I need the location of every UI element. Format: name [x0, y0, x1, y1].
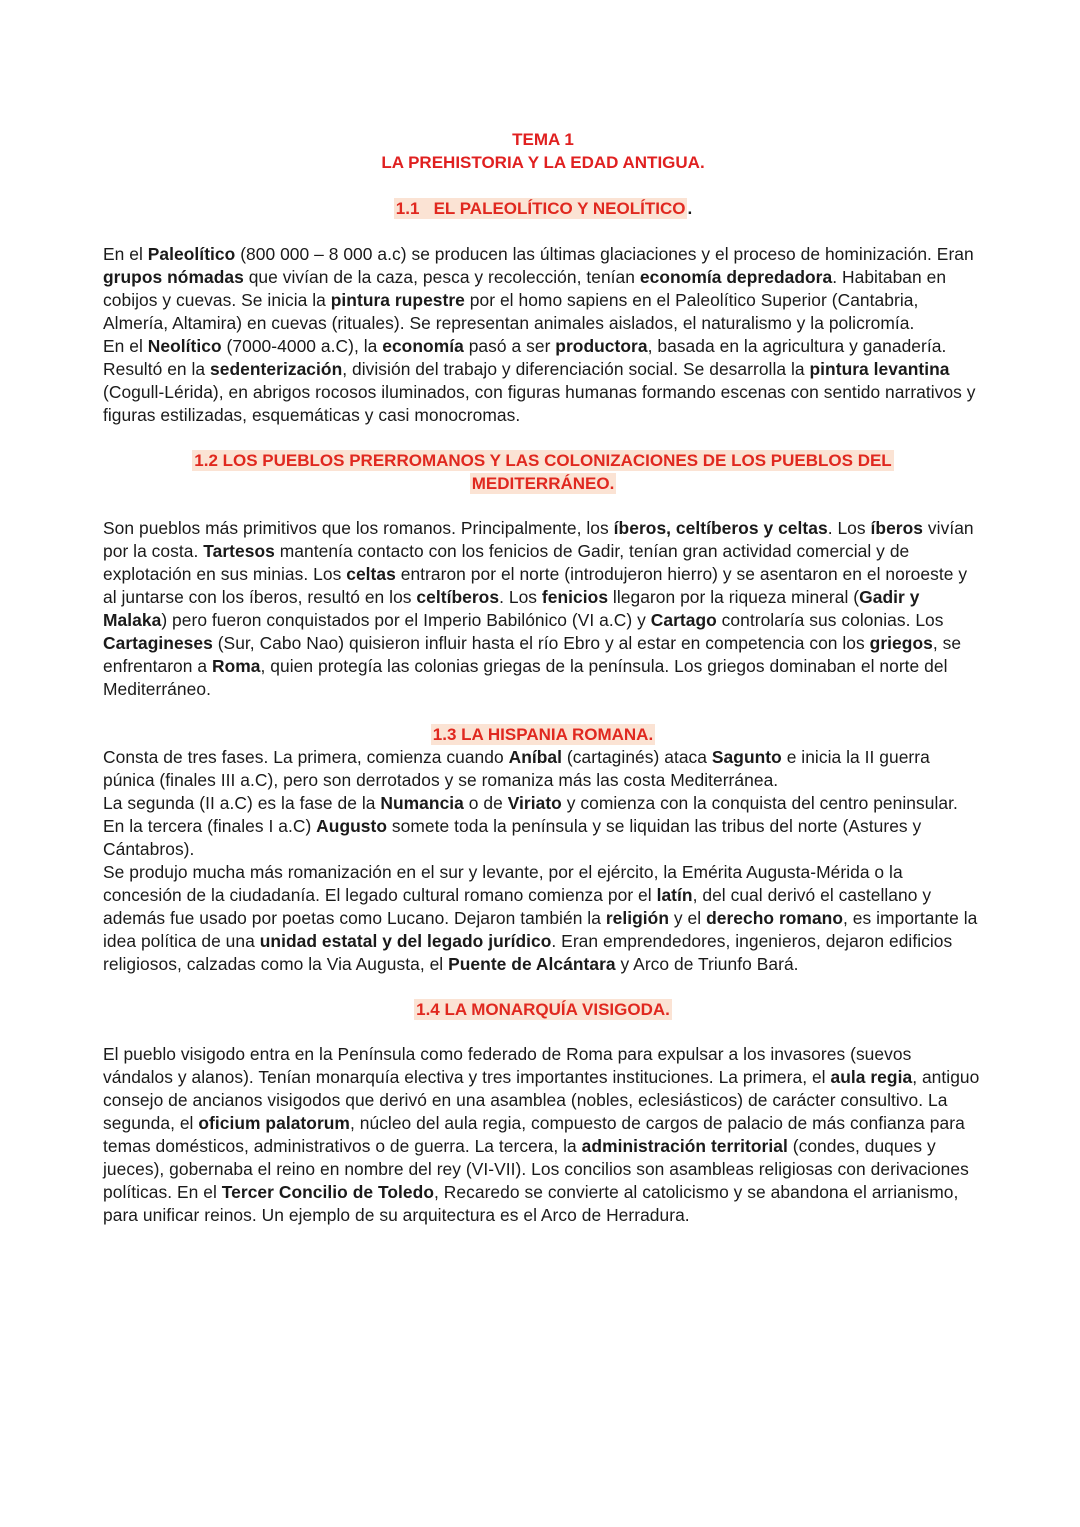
text-run: mantenía contacto con los fenicios de Gadir, tenían gran actividad comercial y de explotación en sus minias. Los: [103, 541, 910, 584]
bold-term: administración territorial: [581, 1136, 788, 1156]
bold-term: Gadir y Malaka: [103, 587, 920, 630]
paragraph: [103, 517, 983, 701]
section-heading-1-2: [103, 449, 983, 495]
bold-term: economía depredadora: [639, 267, 833, 287]
text-run: entraron por el norte (introdujeron hierro) y se asentaron en el noroeste y al juntarse con los íberos, resultó en los: [103, 564, 968, 607]
bold-term: fenicios: [541, 587, 609, 607]
text-run: (condes, duques y jueces), gobernaba el reino en nombre del rey (VI-VII). Los concilios son asambleas religiosas con derivaciones políticas. En el: [103, 1136, 969, 1202]
paragraph: [103, 792, 983, 861]
text-run: Son pueblos más primitivos que los romanos. Principalmente, los: [103, 518, 614, 538]
bold-term: pintura levantina: [809, 359, 950, 379]
section-heading-1-4-text: 1.4 LA MONARQUÍA VISIGODA.: [416, 1000, 670, 1019]
bold-term: griegos: [869, 633, 933, 653]
bold-term: Tartesos: [203, 541, 275, 561]
bold-term: economía: [382, 336, 464, 356]
text-run: por el homo sapiens en el Paleolítico Superior (Cantabria, Almería, Altamira) en cuevas (rituales). Se representan animales aislados, el naturalismo y la policromía.: [103, 290, 919, 333]
text-run: vivían por la costa.: [103, 518, 974, 561]
section-heading-1-2-text: 1.2 LOS PUEBLOS PRERROMANOS Y LAS COLONIZACIONES DE LOS PUEBLOS DEL: [194, 451, 892, 470]
document-title-line2: LA PREHISTORIA Y LA EDAD ANTIGUA.: [381, 153, 705, 172]
section-heading-1-1: 1.1 EL PALEOLÍTICO Y NEOLÍTICO .: [395, 199, 693, 218]
bold-term: pintura rupestre: [330, 290, 465, 310]
bold-term: aula regia: [830, 1067, 913, 1087]
text-run: , se enfrentaron a: [103, 633, 962, 676]
paragraph: [103, 335, 983, 427]
bold-term: Cartagineses: [103, 633, 213, 653]
bold-term: unidad estatal y del legado jurídico: [259, 931, 552, 951]
text-run: , núcleo del aula regia, compuesto de cargos de palacio de más confianza para temas domésticos, administrativos o de guerra. La tercera, la: [103, 1113, 965, 1156]
text-run: somete toda la península y se liquidan las tribus del norte (Astures y Cántabros).: [103, 816, 922, 859]
text-run: (Cogull-Lérida), en abrigos rocosos iluminados, con figuras humanas formando escenas con sentido narrativos y figuras estilizadas, esquemáticas y casi monocromas.: [103, 382, 976, 425]
text-run: . Los: [499, 587, 542, 607]
bold-term: Sagunto: [711, 747, 782, 767]
paragraph: [103, 1043, 983, 1227]
text-run: . Eran emprendedores, ingenieros, dejaron edificios religiosos, calzadas como la Via Augusta, el: [103, 931, 953, 974]
text-run: Consta de tres fases. La primera, comienza cuando: [103, 747, 509, 767]
bold-term: Puente de Alcántara: [448, 954, 616, 974]
text-run: controlaría sus colonias. Los: [716, 610, 944, 630]
text-run: y Arco de Triunfo Bará.: [615, 954, 799, 974]
text-run: , del cual derivó el castellano y además fue usado por poetas como Lucano. Dejaron también la: [103, 885, 932, 928]
bold-term: celtíberos: [416, 587, 500, 607]
bold-term: celtas: [346, 564, 396, 584]
bold-term: íberos: [870, 518, 924, 538]
text-run: , Recaredo se convierte al catolicismo y se abandona el arrianismo, para unificar reinos. Un ejemplo de su arquitectura es el Arco de Herradura.: [103, 1182, 959, 1225]
text-run: o de: [463, 793, 508, 813]
text-run: pasó a ser: [463, 336, 556, 356]
text-run: , división del trabajo y diferenciación social. Se desarrolla la: [342, 359, 810, 379]
text-run: . Habitaban en cobijos y cuevas. Se inicia la: [103, 267, 947, 310]
text-run: (Sur, Cabo Nao) quisieron influir hasta el río Ebro y al estar en competencia con los: [212, 633, 870, 653]
bold-term: Aníbal: [508, 747, 563, 767]
bold-term: derecho romano: [706, 908, 844, 928]
bold-term: latín: [656, 885, 693, 905]
section-heading-1-2-text-line2: MEDITERRÁNEO.: [471, 474, 615, 493]
text-run: que vivían de la caza, pesca y recolección, tenían: [243, 267, 640, 287]
text-run: (7000-4000 a.C), la: [221, 336, 383, 356]
text-run: , es importante la idea política de una: [103, 908, 978, 951]
bold-term: Neolítico: [147, 336, 222, 356]
text-run: , antiguo consejo de ancianos visigodos que derivó en una asamblea (nobles, eclesiásticos) de carácter consultivo. La segunda, el: [103, 1067, 980, 1133]
bold-term: productora: [555, 336, 648, 356]
text-run: En el: [103, 336, 148, 356]
paragraph: [103, 243, 983, 335]
text-run: y el: [669, 908, 707, 928]
text-run: En el: [103, 244, 148, 264]
bold-term: Augusto: [316, 816, 388, 836]
bold-term: íberos, celtíberos y celtas: [613, 518, 828, 538]
bold-term: oficium palatorum: [198, 1113, 350, 1133]
document-title-line1: TEMA 1: [512, 130, 574, 149]
text-run: Se produjo mucha más romanización en el sur y levante, por el ejército, la Emérita Augusta-Mérida o la concesión de la ciudadanía. El legado cultural romano comienza por el: [103, 862, 903, 905]
section-heading-1-3: [103, 723, 983, 746]
section-heading-1-4: [103, 998, 983, 1021]
text-run: La segunda (II a.C) es la fase de la: [103, 793, 381, 813]
text-run: . Los: [827, 518, 871, 538]
section-heading-1-1-text: 1.1 EL PALEOLÍTICO Y NEOLÍTICO: [395, 199, 686, 218]
bold-term: Paleolítico: [147, 244, 236, 264]
bold-term: Cartago: [650, 610, 717, 630]
bold-term: grupos nómadas: [103, 267, 244, 287]
bold-term: Roma: [211, 656, 261, 676]
text-run: ) pero fueron conquistados por el Imperio Babilónico (VI a.C) y: [161, 610, 651, 630]
text-run: llegaron por la riqueza mineral (: [608, 587, 860, 607]
section-heading-1-3-text: 1.3 LA HISPANIA ROMANA.: [432, 725, 654, 744]
bold-term: religión: [605, 908, 670, 928]
text-run: (cartaginés) ataca: [562, 747, 712, 767]
bold-term: Numancia: [380, 793, 464, 813]
text-run: y comienza con la conquista del centro peninsular. En la tercera (finales I a.C): [103, 793, 958, 836]
text-run: , quien protegía las colonias griegas de la península. Los griegos dominaban el norte del Mediterráneo.: [103, 656, 948, 699]
paragraph: [103, 861, 983, 976]
document-page: [103, 128, 983, 1227]
bold-term: Viriato: [507, 793, 562, 813]
text-run: e inicia la II guerra púnica (finales III a.C), pero son derrotados y se romaniza más las costa Mediterránea.: [103, 747, 930, 790]
text-run: El pueblo visigodo entra en la Península como federado de Roma para expulsar a los invasores (suevos vándalos y alanos). Tenían monarquía electiva y tres importantes instituciones. La primera, el: [103, 1044, 912, 1087]
text-run: , basada en la agricultura y ganadería. Resultó en la: [103, 336, 947, 379]
bold-term: Tercer Concilio de Toledo: [221, 1182, 435, 1202]
bold-term: sedenterización: [210, 359, 343, 379]
paragraph: [103, 746, 983, 792]
text-run: (800 000 – 8 000 a.c) se producen las últimas glaciaciones y el proceso de hominización. Eran: [235, 244, 974, 264]
